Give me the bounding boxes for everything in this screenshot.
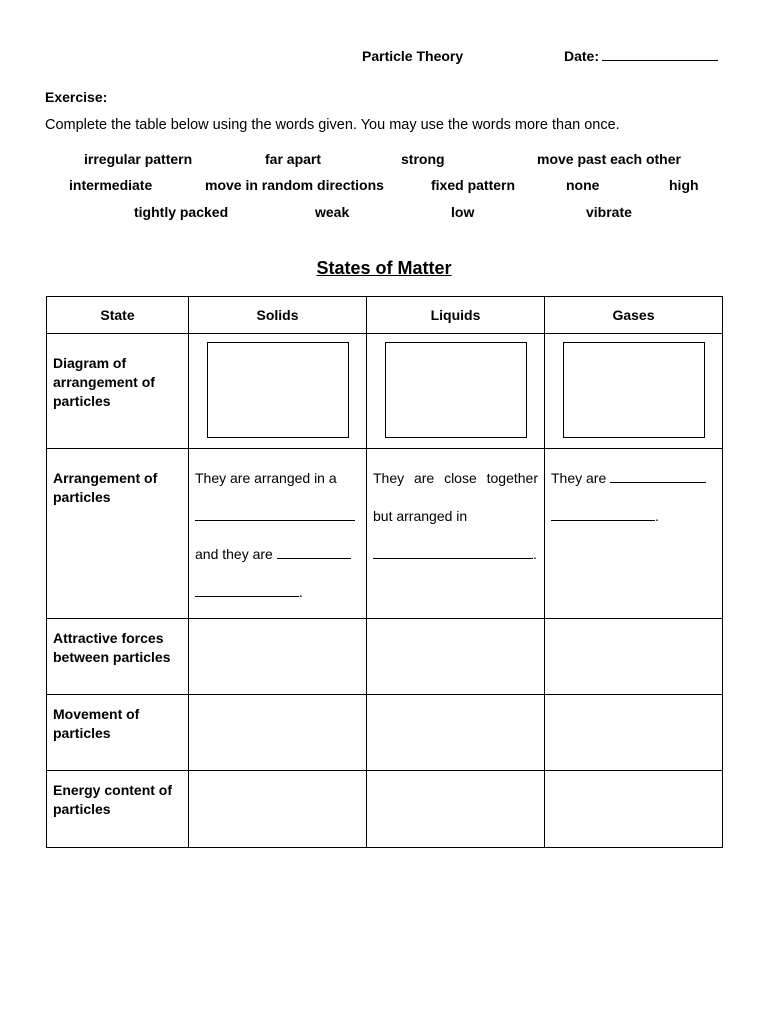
liquids-forces-cell[interactable] — [367, 619, 545, 695]
table-title: States of Matter — [316, 258, 452, 278]
row-label-energy: Energy content of particles — [47, 771, 189, 848]
gases-energy-cell[interactable] — [545, 771, 723, 848]
states-of-matter-table — [46, 296, 723, 848]
word-bank-item: intermediate — [69, 177, 153, 193]
period: . — [299, 584, 303, 600]
word-bank-item: far apart — [265, 151, 322, 167]
answer-blank[interactable] — [195, 506, 355, 521]
gases-diagram-box[interactable] — [563, 342, 705, 438]
gases-arrangement-cell — [545, 449, 723, 619]
period: . — [533, 546, 537, 562]
date-label: Date: — [564, 48, 600, 64]
word-bank-item: tightly packed — [134, 204, 229, 220]
word-bank-item: strong — [401, 151, 445, 167]
table-header-row — [47, 297, 723, 334]
liquids-diagram-box[interactable] — [385, 342, 527, 438]
period: . — [655, 508, 659, 524]
word-bank-item: vibrate — [586, 204, 632, 220]
table-row — [47, 334, 723, 449]
table-row — [47, 619, 723, 695]
table-row — [47, 449, 723, 619]
answer-blank[interactable] — [195, 582, 299, 597]
answer-blank[interactable] — [277, 544, 351, 559]
gases-movement-cell[interactable] — [545, 695, 723, 771]
solids-arrangement-cell — [189, 449, 367, 619]
liquids-diagram-cell — [367, 334, 545, 449]
answer-blank[interactable] — [373, 544, 533, 559]
liquids-text-1: They are close together but arranged in — [373, 470, 538, 524]
word-bank-item: none — [566, 177, 600, 193]
row-label-movement: Movement of particles — [47, 695, 189, 771]
header-solids: Solids — [189, 297, 367, 334]
word-bank-item: fixed pattern — [431, 177, 516, 193]
solids-diagram-cell — [189, 334, 367, 449]
header-state: State — [47, 297, 189, 334]
exercise-heading: Exercise: — [45, 89, 108, 105]
row-label-forces: Attractive forces between particles — [47, 619, 189, 695]
solids-text-2: and they are — [195, 546, 273, 562]
answer-blank[interactable] — [551, 506, 655, 521]
solids-energy-cell[interactable] — [189, 771, 367, 848]
word-bank-item: irregular pattern — [84, 151, 193, 167]
row-label-diagram: Diagram of arrangement of particles — [47, 334, 189, 449]
word-bank-item: move in random directions — [205, 177, 384, 193]
header-gases: Gases — [545, 297, 723, 334]
table-row — [47, 695, 723, 771]
row-label-arrangement: Arrangement of particles — [47, 449, 189, 619]
word-bank-item: move past each other — [537, 151, 681, 167]
date-blank[interactable] — [602, 48, 718, 61]
table-row — [47, 771, 723, 848]
gases-text-1: They are — [551, 470, 607, 486]
answer-blank[interactable] — [610, 468, 706, 483]
page-title: Particle Theory — [362, 48, 464, 64]
date-field — [564, 48, 718, 64]
liquids-energy-cell[interactable] — [367, 771, 545, 848]
solids-forces-cell[interactable] — [189, 619, 367, 695]
word-bank-item: high — [669, 177, 699, 193]
exercise-instruction: Complete the table below using the words given. You may use the words more than once. — [45, 117, 620, 133]
solids-text-1: They are arranged in a — [195, 470, 337, 486]
word-bank-item: weak — [315, 204, 350, 220]
gases-forces-cell[interactable] — [545, 619, 723, 695]
word-bank-item: low — [451, 204, 475, 220]
solids-movement-cell[interactable] — [189, 695, 367, 771]
liquids-arrangement-cell — [367, 449, 545, 619]
header-liquids: Liquids — [367, 297, 545, 334]
liquids-movement-cell[interactable] — [367, 695, 545, 771]
solids-diagram-box[interactable] — [207, 342, 349, 438]
gases-diagram-cell — [545, 334, 723, 449]
